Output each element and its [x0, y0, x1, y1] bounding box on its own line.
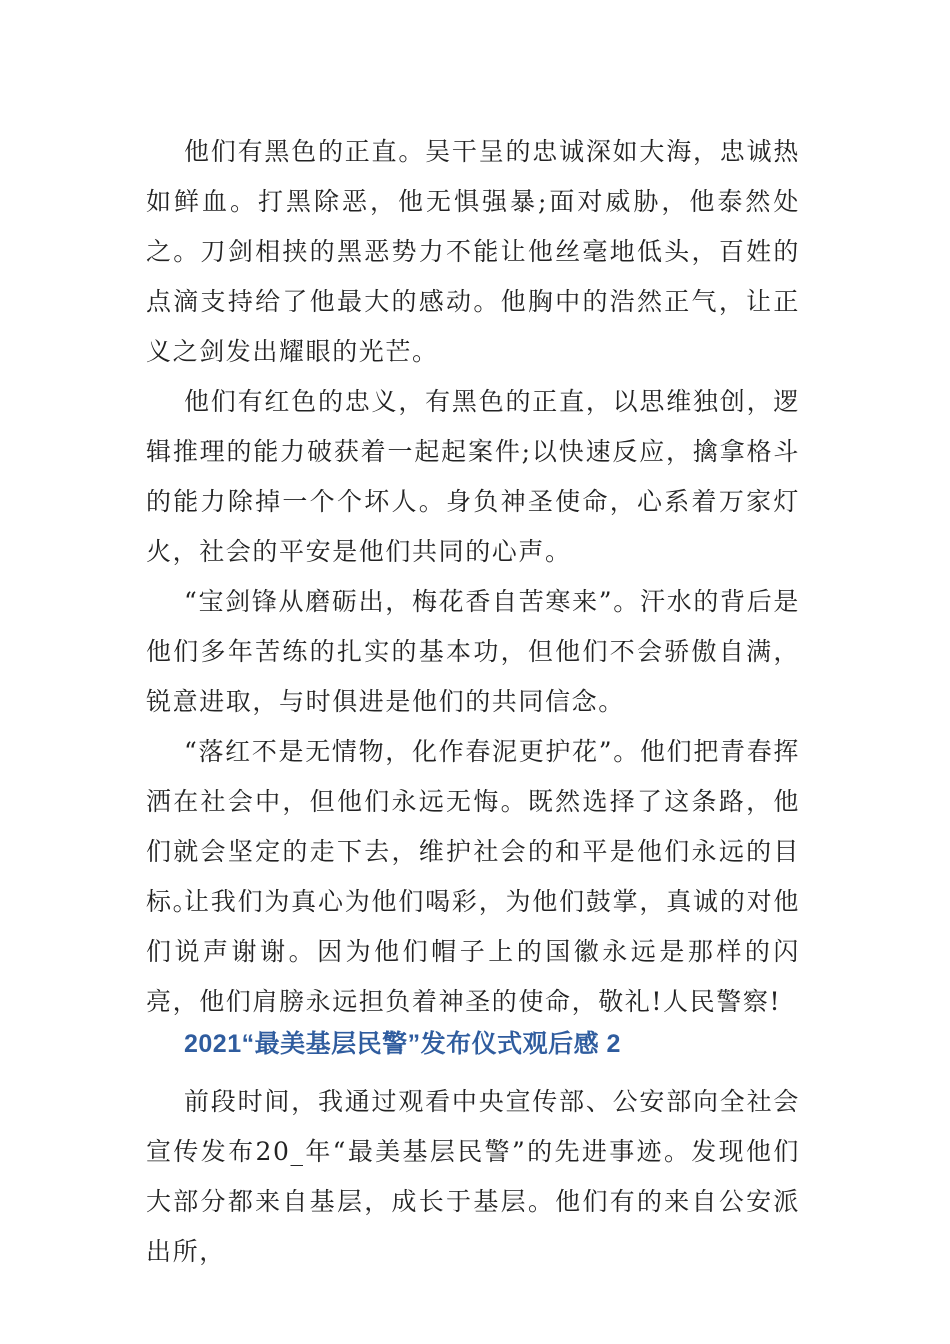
- paragraph-red-loyalty: 他们有红色的忠义，有黑色的正直，以思维独创，逻辑推理的能力破获着一起起案件;以快速反应，擒拿格斗的能力除掉一个个坏人。身负神圣使命，心系着万家灯火，社会的平安是他们共同的心声。: [146, 387, 800, 566]
- paragraph-cheer: 让我们为真心为他们喝彩，为他们鼓掌，真诚的对他们说声谢谢。因为他们帽子上的国徽永远是那样的闪亮，他们肩膀永远担负着神圣的使命，敬礼!人民警察!: [146, 887, 800, 1016]
- paragraph-fallen-red: “落红不是无情物，化作春泥更护花”。他们把青春挥洒在社会中，但他们永远无悔。既然选择了这条路，他们就会坚定的走下去，维护社会的和平是他们永远的目标。: [146, 737, 800, 916]
- section-heading: 2021“最美基层民警”发布仪式观后感 2: [184, 1030, 621, 1058]
- paragraph-watching-ceremony: 前段时间，我通过观看中央宣传部、公安部向全社会宣传发布20_年“最美基层民警”的先进事迹。发现他们大部分都来自基层，成长于基层。他们有的来自公安派出所，: [146, 1087, 800, 1266]
- paragraph-black-integrity: 他们有黑色的正直。吴干呈的忠诚深如大海，忠诚热如鲜血。打黑除恶，他无惧强暴;面对威胁，他泰然处之。刀剑相挟的黑恶势力不能让他丝毫地低头，百姓的点滴支持给了他最大的感动。他胸中的浩然正气，让正义之剑发出耀眼的光芒。: [146, 137, 800, 366]
- paragraph-sword-plum: “宝剑锋从磨砺出，梅花香自苦寒来”。汗水的背后是他们多年苦练的扎实的基本功，但他们不会骄傲自满，锐意进取，与时俱进是他们的共同信念。: [146, 587, 800, 716]
